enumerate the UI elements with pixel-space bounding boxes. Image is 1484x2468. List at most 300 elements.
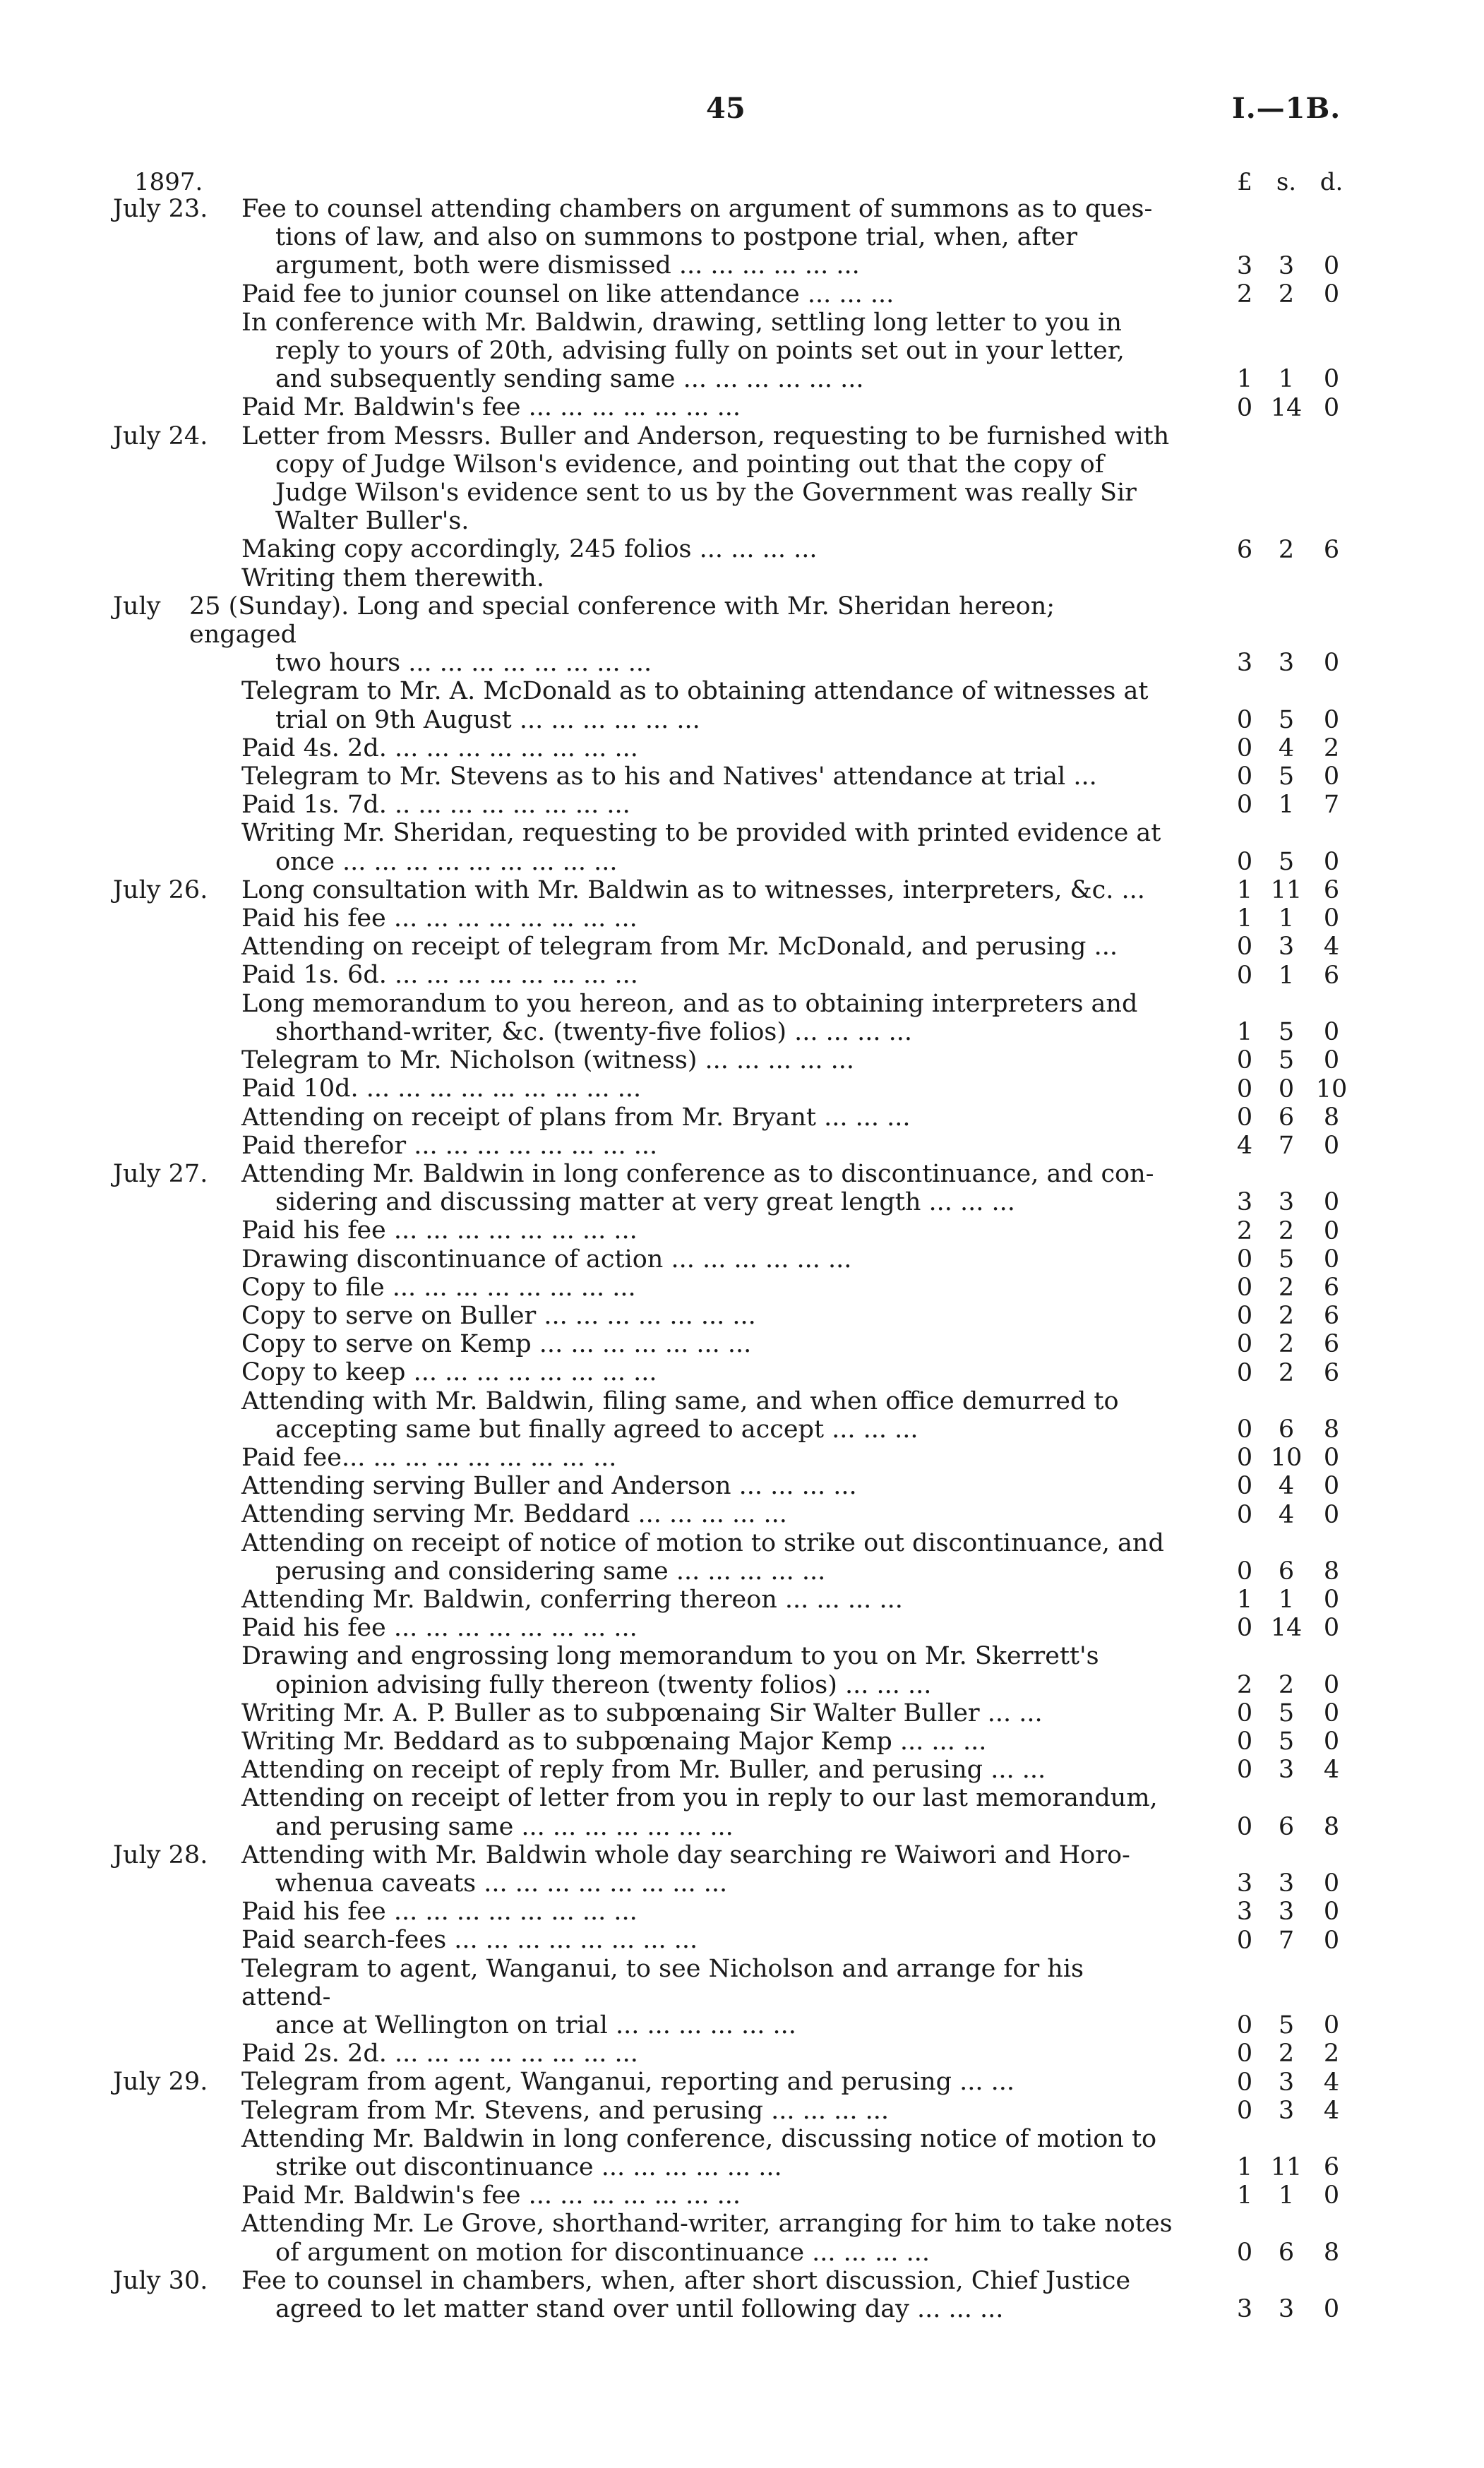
item-amount [1227,1046,1368,1074]
ledger-item [0,564,1484,592]
description-line: and subsequently sending same ... ... ... ... ... ... [275,365,864,394]
ledger-item [0,2125,1484,2181]
ledger-item [0,1472,1484,1500]
description-line: Writing Mr. Sheridan, requesting to be provided with printed evidence at [241,819,1161,848]
amount-shillings: 3 [1278,649,1295,678]
description-line: ance at Wellington on trial ... ... ... ... ... ... [275,2011,796,2039]
amount-pounds: 0 [1236,1444,1253,1473]
description-line: Telegram from agent, Wanganui, reporting and perusing ... ... [241,2068,1015,2097]
amount-pounds: 1 [1236,365,1253,394]
ledger-item [0,308,1484,394]
item-description [241,1132,1173,1160]
item-amount [1227,1699,1368,1727]
description-line: Fee to counsel attending chambers on argument of summons as to ques- [241,195,1153,223]
amount-shillings: 4 [1278,1472,1295,1501]
amount-pence: 0 [1323,1018,1340,1047]
item-amount [1227,1898,1368,1926]
description-line: Fee to counsel in chambers, when, after short discussion, Chief Justice [241,2266,1131,2295]
item-amount [1227,2011,1368,2039]
ledger-item [0,280,1484,308]
amount-shillings: 3 [1278,2068,1295,2097]
description-line: Paid fee to junior counsel on like attendance ... ... ... [241,280,894,308]
amount-pounds: 1 [1236,1586,1253,1615]
amount-pence: 0 [1323,904,1340,933]
amount-pounds: 1 [1236,876,1253,905]
item-amount [1227,1188,1368,1216]
amount-pence: 6 [1323,1358,1340,1387]
description-line: Making copy accordingly, 245 folios ... ... ... ... [241,535,818,564]
description-line: Drawing and engrossing long memorandum to you on Mr. Skerrett's [241,1642,1099,1671]
ledger-item [0,791,1484,819]
amount-pence: 6 [1323,876,1340,905]
description-line: Long memorandum to you hereon, and as to obtaining interpreters and [241,989,1138,1018]
amount-shillings: 11 [1270,876,1303,905]
ledger-item [0,990,1484,1046]
description-line: sidering and discussing matter at very great length ... ... ... [275,1188,1015,1217]
ledger-item [0,1841,1484,1898]
item-amount [1227,1671,1368,1699]
description-line: Attending serving Buller and Anderson ... ... ... ... [241,1472,857,1501]
item-amount [1227,1274,1368,1302]
ledger-item [0,1160,1484,1216]
ledger-item [0,2181,1484,2210]
amount-shillings: 10 [1270,1444,1303,1473]
amount-pounds: 2 [1236,1216,1253,1245]
ledger-item [0,1330,1484,1358]
item-amount [1227,1359,1368,1387]
item-description [241,961,1173,989]
amount-shillings: 3 [1278,1898,1295,1927]
amount-pounds: 0 [1236,734,1253,763]
item-description [241,1586,1173,1614]
description-line: Attending with Mr. Baldwin, filing same, and when office demurred to [241,1386,1119,1415]
amount-pence: 8 [1323,2238,1340,2267]
item-amount [1227,933,1368,961]
amount-pence: 0 [1323,1131,1340,1160]
amount-pence: 0 [1323,1614,1340,1643]
amount-pounds: 3 [1236,1869,1253,1898]
item-amount [1227,962,1368,990]
item-amount [1227,1472,1368,1500]
ledger-item [0,1756,1484,1784]
item-description [241,1274,1173,1302]
description-line: Attending Mr. Baldwin in long conference as to discontinuance, and con- [241,1159,1154,1188]
ledger-item [0,195,1484,280]
amount-shillings: 7 [1278,1131,1295,1160]
item-amount [1227,2239,1368,2267]
amount-shillings: 5 [1278,847,1295,876]
ledger-item [0,1500,1484,1528]
item-description [241,1103,1173,1132]
item-description [241,280,1173,308]
description-line: Attending serving Mr. Beddard ... ... ... ... ... [241,1500,787,1529]
item-amount [1227,1415,1368,1444]
item-description [241,819,1173,875]
amount-pence: 0 [1323,1245,1340,1274]
amount-pence: 6 [1323,1330,1340,1359]
amount-pounds: 0 [1236,762,1253,791]
amount-pence: 0 [1323,1500,1340,1529]
item-amount [1227,762,1368,791]
amount-pence: 2 [1323,734,1340,763]
amount-pence: 4 [1323,933,1340,962]
amount-shillings: 5 [1278,2011,1295,2040]
item-amount [1227,1501,1368,1529]
description-line: Copy to file ... ... ... ... ... ... ... ... [241,1273,636,1302]
item-description [241,1245,1173,1274]
description-line: of argument on motion for discontinuance ... ... ... ... [275,2238,931,2267]
item-amount [1227,280,1368,308]
description-line: Attending Mr. Baldwin in long conference, discussing notice of motion to [241,2124,1157,2153]
amount-shillings: 3 [1278,933,1295,962]
description-line: Paid Mr. Baldwin's fee ... ... ... ... ... ... ... [241,2181,741,2210]
ledger-item [0,1274,1484,1302]
amount-pounds: 0 [1236,1727,1253,1756]
item-description [241,762,1173,791]
item-description [241,1898,1173,1926]
item-description [241,1074,1173,1103]
amount-pence: 0 [1323,251,1340,280]
amount-shillings: 3 [1278,1869,1295,1898]
item-description [241,933,1173,961]
amount-shillings: 6 [1278,1415,1295,1444]
item-description [241,677,1173,733]
amount-pounds: 0 [1236,1302,1253,1331]
entry-date: July 27. [113,1159,208,1188]
item-description [241,2068,1173,2096]
page-number: 45 [706,92,746,125]
pounds-heading: £ [1237,168,1252,196]
amount-shillings: 6 [1278,1557,1295,1586]
item-description [241,2039,1173,2068]
item-amount [1227,2039,1368,2068]
item-amount [1227,1245,1368,1274]
amount-shillings: 1 [1278,904,1295,933]
amount-pounds: 0 [1236,393,1253,422]
amount-shillings: 5 [1278,1046,1295,1075]
ledger-entry [0,592,1484,876]
amount-pounds: 4 [1236,1131,1253,1160]
item-description [241,393,1173,421]
amount-pounds: 1 [1236,1018,1253,1047]
ledger-item [0,1926,1484,1954]
description-line: Walter Buller's. [275,507,469,536]
ledger-item [0,734,1484,762]
amount-shillings: 14 [1270,393,1303,422]
description-line: agreed to let matter stand over until following day ... ... ... [275,2295,1004,2324]
description-line: Judge Wilson's evidence sent to us by the Government was really Sir [275,479,1137,508]
item-description [241,1955,1173,2040]
amount-pence: 2 [1323,2039,1340,2068]
item-description [241,1926,1173,1954]
ledger-entry [0,2267,1484,2323]
ledger-item [0,933,1484,961]
amount-shillings: 6 [1278,1812,1295,1841]
item-description [241,1500,1173,1528]
description-line: Paid his fee ... ... ... ... ... ... ... ... [241,1216,638,1245]
description-line: strike out discontinuance ... ... ... ... ... ... [275,2153,782,2182]
item-amount [1227,2097,1368,2125]
amount-shillings: 3 [1278,1756,1295,1785]
description-line: copy of Judge Wilson's evidence, and pointing out that the copy of [275,450,1104,479]
amount-pence: 6 [1323,1302,1340,1331]
description-line: Attending with Mr. Baldwin whole day searching re Waiwori and Horo- [241,1840,1130,1869]
amount-shillings: 2 [1278,535,1295,564]
ledger-item [0,1245,1484,1274]
amount-pence: 0 [1323,365,1340,394]
description-line: Paid his fee ... ... ... ... ... ... ... ... [241,904,638,933]
description-line: perusing and considering same ... ... ... ... ... [275,1557,826,1586]
amount-pence: 8 [1323,1415,1340,1444]
amount-pounds: 2 [1236,1670,1253,1699]
amount-shillings: 5 [1278,705,1295,734]
item-description [241,876,1173,904]
ledger-item [0,904,1484,933]
ledger-item [0,1216,1484,1245]
item-amount [1227,536,1368,564]
item-amount [1227,2068,1368,2097]
item-description [241,1756,1173,1784]
item-description [241,1841,1173,1898]
amount-shillings: 2 [1278,1670,1295,1699]
item-amount [1227,1217,1368,1245]
item-description [241,734,1173,762]
shillings-heading: s. [1276,168,1297,196]
description-line: Attending on receipt of letter from you in reply to our last memorandum, [241,1784,1158,1813]
item-amount [1227,1557,1368,1586]
amount-pounds: 1 [1236,2153,1253,2182]
entry-date: July 23. [113,195,208,223]
ledger-item [0,2267,1484,2323]
amount-pence: 0 [1323,1444,1340,1473]
item-description [189,592,1121,678]
amount-pounds: 0 [1236,2039,1253,2068]
amount-shillings: 5 [1278,1727,1295,1756]
description-line: Attending on receipt of telegram from Mr. McDonald, and perusing ... [241,933,1118,962]
item-amount [1227,734,1368,762]
amount-pounds: 0 [1236,1926,1253,1955]
amount-pounds: 1 [1236,904,1253,933]
ledger-item [0,1699,1484,1727]
amount-pounds: 0 [1236,847,1253,876]
item-description [241,2210,1173,2266]
description-line: Attending on receipt of notice of motion to strike out discontinuance, and [241,1528,1164,1557]
ledger-item [0,2210,1484,2266]
description-line: Long consultation with Mr. Baldwin as to witnesses, interpreters, &c. ... [241,875,1145,904]
amount-shillings: 5 [1278,1018,1295,1047]
item-amount [1227,649,1368,677]
description-line: and perusing same ... ... ... ... ... ... ... [275,1812,734,1841]
item-amount [1227,706,1368,734]
amount-shillings: 2 [1278,1358,1295,1387]
amount-shillings: 1 [1278,791,1295,820]
item-description [241,1216,1173,1245]
description-line: 25 (Sunday). Long and special conference with Mr. Sheridan hereon; engaged [189,592,1055,649]
amount-pence: 0 [1323,1898,1340,1927]
amount-pounds: 0 [1236,1415,1253,1444]
item-description [241,2267,1173,2323]
ledger-entry [0,2068,1484,2266]
amount-pence: 8 [1323,1557,1340,1586]
ledger-item [0,1302,1484,1330]
amount-shillings: 6 [1278,1103,1295,1132]
item-amount [1227,1302,1368,1330]
amount-pence: 0 [1323,1188,1340,1217]
ledger-item [0,1132,1484,1160]
item-amount [1227,394,1368,422]
amount-pounds: 2 [1236,280,1253,308]
description-line: Drawing discontinuance of action ... ... ... ... ... ... [241,1245,852,1274]
item-description [241,564,1173,592]
amount-pounds: 0 [1236,1103,1253,1132]
entry-date: July 30. [113,2266,208,2295]
item-description [241,1302,1173,1330]
ledger-item [0,1586,1484,1614]
item-amount [1227,1869,1368,1898]
item-description [241,1642,1173,1699]
description-line: Writing them therewith. [241,563,544,592]
amount-shillings: 7 [1278,1926,1295,1955]
ledger-entry [0,195,1484,422]
item-description [241,1444,1173,1472]
year-heading: 1897. [134,168,203,196]
document-reference: I.—1B. [1232,92,1341,125]
description-line: Paid therefor ... ... ... ... ... ... ... ... [241,1131,658,1160]
ledger-entry [0,422,1484,592]
ledger-item [0,2097,1484,2125]
amount-pence: 0 [1323,2295,1340,2324]
amount-shillings: 5 [1278,1699,1295,1727]
amount-shillings: 2 [1278,1330,1295,1359]
ledger-item [0,1784,1484,1840]
description-line: Telegram from Mr. Stevens, and perusing ... ... ... ... [241,2096,890,2125]
ledger-item [0,1358,1484,1386]
description-line: opinion advising fully thereon (twenty folios) ... ... ... [275,1670,932,1699]
item-description [241,1046,1173,1074]
amount-shillings: 1 [1278,1586,1295,1615]
amount-pounds: 1 [1236,2181,1253,2210]
ledger-entry [0,1160,1484,1841]
amount-pounds: 0 [1236,2096,1253,2125]
amount-pounds: 0 [1236,1614,1253,1643]
item-amount [1227,1586,1368,1614]
amount-pence: 6 [1323,961,1340,990]
amount-pounds: 0 [1236,933,1253,962]
entry-date: July 28. [113,1840,208,1869]
item-amount [1227,2153,1368,2181]
ledger-item [0,1727,1484,1756]
ledger-item [0,1103,1484,1132]
amount-pounds: 0 [1236,1046,1253,1075]
description-line: Paid 4s. 2d. ... ... ... ... ... ... ... ... [241,733,638,762]
description-line: Paid his fee ... ... ... ... ... ... ... ... [241,1614,638,1643]
amount-pounds: 0 [1236,1245,1253,1274]
amount-pounds: 0 [1236,2011,1253,2040]
description-line: trial on 9th August ... ... ... ... ... ... [275,705,700,734]
amount-shillings: 1 [1278,365,1295,394]
item-description [241,1784,1173,1840]
description-line: once ... ... ... ... ... ... ... ... ... [275,847,618,876]
description-line: Copy to serve on Buller ... ... ... ... ... ... ... [241,1301,756,1330]
item-description [241,195,1173,280]
amount-pence: 0 [1323,1699,1340,1727]
amount-pence: 0 [1323,649,1340,678]
ledger-item [0,1444,1484,1472]
item-description [241,1614,1173,1642]
amount-pence: 0 [1323,393,1340,422]
amount-shillings: 11 [1270,2153,1303,2182]
item-description [241,1472,1173,1500]
ledger-item [0,422,1484,536]
pence-heading: d. [1320,168,1344,196]
amount-pounds: 0 [1236,1500,1253,1529]
description-line: Attending on receipt of reply from Mr. Buller, and perusing ... ... [241,1756,1046,1785]
ledger-item [0,1955,1484,2040]
amount-pence: 10 [1315,1074,1348,1103]
item-description [241,1529,1173,1586]
amount-pence: 0 [1323,1869,1340,1898]
amount-pence: 0 [1323,2011,1340,2040]
ledger-item [0,1387,1484,1444]
ledger-item [0,1642,1484,1699]
item-amount [1227,1018,1368,1046]
amount-pence: 4 [1323,1756,1340,1785]
amount-pence: 0 [1323,1727,1340,1756]
description-line: Paid 1s. 6d. ... ... ... ... ... ... ... ... [241,961,638,990]
description-line: Paid Mr. Baldwin's fee ... ... ... ... ... ... ... [241,393,741,422]
amount-shillings: 3 [1278,251,1295,280]
ledger-item [0,1898,1484,1926]
item-amount [1227,1614,1368,1642]
amount-pounds: 0 [1236,1557,1253,1586]
ledger-item [0,1074,1484,1103]
amount-pounds: 0 [1236,705,1253,734]
amount-pounds: 6 [1236,535,1253,564]
amount-shillings: 4 [1278,1500,1295,1529]
amount-pence: 6 [1323,1273,1340,1302]
item-description [241,308,1173,394]
amount-pence: 0 [1323,1046,1340,1075]
amount-pounds: 0 [1236,1074,1253,1103]
amount-pounds: 3 [1236,1188,1253,1217]
amount-pounds: 3 [1236,2295,1253,2324]
entry-date: July [113,592,161,621]
amount-pounds: 0 [1236,1273,1253,1302]
entry-date: July 26. [113,875,208,904]
amount-shillings: 14 [1270,1614,1303,1643]
item-description [241,535,1173,563]
amount-shillings: 2 [1278,2039,1295,2068]
item-amount [1227,1075,1368,1103]
item-description [241,1727,1173,1756]
amount-pounds: 3 [1236,649,1253,678]
ledger-item [0,592,1484,678]
amount-pence: 4 [1323,2096,1340,2125]
amount-pence: 8 [1323,1812,1340,1841]
entry-date: July 29. [113,2068,208,2097]
description-line: Paid 10d. ... ... ... ... ... ... ... ... ... [241,1074,642,1103]
amount-pence: 6 [1323,2153,1340,2182]
amount-shillings: 1 [1278,2181,1295,2210]
description-line: Paid search-fees ... ... ... ... ... ... ... ... [241,1926,698,1955]
amount-shillings: 0 [1278,1074,1295,1103]
amount-pence: 0 [1323,762,1340,791]
ledger-item [0,1529,1484,1586]
amount-shillings: 3 [1278,2295,1295,2324]
page-header [0,92,1484,134]
amount-pounds: 0 [1236,1330,1253,1359]
amount-pence: 0 [1323,705,1340,734]
